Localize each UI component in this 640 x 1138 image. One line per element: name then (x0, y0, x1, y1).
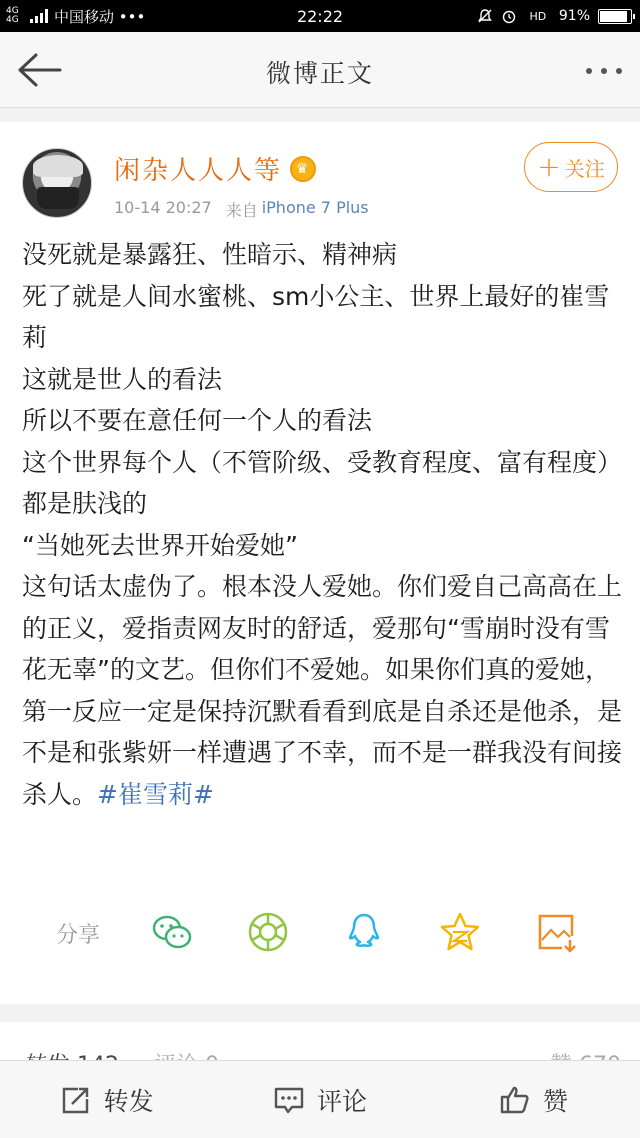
alarm-icon (501, 8, 517, 24)
post-author[interactable] (114, 150, 316, 187)
avatar[interactable] (22, 148, 92, 218)
plus-icon: + (537, 150, 561, 183)
carrier-name: 中国移动 ••• (54, 7, 146, 26)
post-source[interactable]: iPhone 7 Plus (261, 198, 369, 217)
more-dots-icon[interactable] (586, 68, 622, 74)
bottom-toolbar (0, 1060, 640, 1138)
nav-bar (0, 32, 640, 108)
vip-crown-icon: ♛ (290, 156, 316, 182)
repost-button[interactable] (0, 1061, 213, 1138)
repost-icon (60, 1084, 92, 1116)
network-type: 4G 4G (6, 6, 19, 25)
repost-label: 转发 (103, 1086, 154, 1116)
username[interactable]: 闲杂人人人等 (114, 156, 283, 186)
post-line: 这就是世人的看法 (22, 364, 223, 394)
qq-icon[interactable] (342, 910, 386, 954)
status-right (477, 8, 632, 24)
post-line: 所以不要在意任何一个人的看法 (22, 406, 373, 435)
battery-percent: 91% (558, 8, 590, 24)
post-line: 这个世界每个人（不管阶级、受教育程度、富有程度）都是肤浅的 (22, 447, 623, 518)
follow-label: 关注 (564, 156, 605, 181)
wechat-icon[interactable] (150, 910, 194, 954)
mute-icon (477, 8, 493, 24)
post-meta (114, 198, 369, 221)
follow-button[interactable] (524, 142, 618, 192)
comment-icon (273, 1084, 305, 1116)
post-line-last (22, 566, 622, 815)
comment-label: 评论 (316, 1086, 367, 1116)
hashtag-link[interactable]: #崔雪莉# (97, 779, 214, 809)
source-prefix: 来自 (225, 201, 258, 220)
post-line: 没死就是暴露狂、性暗示、精神病 (22, 240, 398, 269)
hd-label: HD (529, 9, 547, 23)
post-time: 10-14 20:27 (114, 198, 212, 217)
post-line: “当她死去世界开始爱她” (22, 530, 298, 560)
status-bar (0, 0, 640, 32)
share-label: 分享 (56, 923, 101, 948)
save-image-icon[interactable] (534, 910, 578, 954)
thumbs-up-icon (499, 1084, 531, 1116)
battery-icon (598, 9, 632, 24)
qzone-icon[interactable] (438, 910, 482, 954)
page-title: 微博正文 (265, 59, 374, 88)
status-time: 22:22 (296, 6, 344, 26)
moments-icon[interactable] (246, 910, 290, 954)
comment-button[interactable] (213, 1061, 426, 1138)
post-body (22, 234, 622, 815)
hd-signal-icon (525, 8, 551, 24)
like-button[interactable] (427, 1061, 640, 1138)
like-label: 赞 (542, 1086, 568, 1116)
post-line: 死了就是人间水蜜桃、sm小公主、世界上最好的崔雪莉 (22, 281, 610, 352)
post-card (0, 122, 640, 1004)
post-line: 这句话太虚伪了。根本没人爱她。你们爱自己高高在上的正义，爱指责网友时的舒适，爱那句“雪崩时没有雪花无辜”的文艺。但你们不爱她。如果你们真的爱她，第一反应一定是保持沉默看看到底是自杀还是他杀，是不是和张紫妍一样遭遇了不幸，而不是一群我没有间接杀人。 (22, 572, 623, 809)
share-bar (0, 904, 640, 960)
